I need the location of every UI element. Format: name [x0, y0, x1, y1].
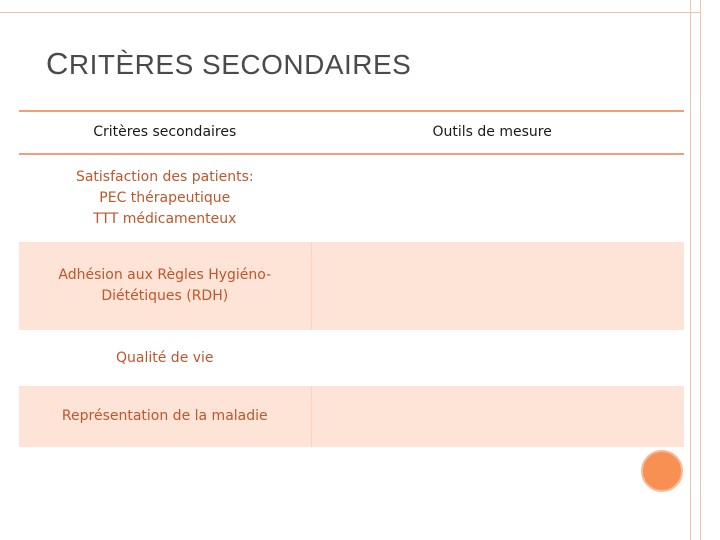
decorative-circle: [641, 450, 683, 492]
criterion-line: Représentation de la maladie: [61, 408, 268, 424]
frame-border-line: [690, 0, 691, 540]
criterion-line: Satisfaction des patients:: [75, 169, 254, 185]
title-rest: RITÈRES SECONDAIRES: [68, 49, 412, 80]
criterion-line: Adhésion aux Règles Hygiéno-: [58, 267, 272, 283]
criterion-line: PEC thérapeutique: [99, 190, 231, 206]
criterion-line: Qualité de vie: [116, 349, 214, 366]
tool-cell: [311, 242, 684, 330]
table-row: [19, 330, 684, 386]
table-header-row: [19, 112, 684, 155]
tool-cell: [311, 330, 684, 386]
header-criteria: Critères secondaires: [93, 124, 237, 140]
header-tools: Outils de mesure: [432, 124, 552, 140]
slide-title: [46, 46, 411, 82]
criterion-cell: [19, 155, 311, 242]
table-row: [19, 155, 684, 242]
criterion-cell: [19, 242, 311, 330]
frame-top-line: [0, 0, 700, 13]
criterion-line: TTT médicamenteux: [93, 211, 237, 227]
criterion-cell: [19, 330, 311, 386]
tool-cell: [311, 155, 684, 242]
table-row: [19, 242, 684, 330]
criterion-cell: [19, 386, 311, 447]
table-row: [19, 386, 684, 447]
criteria-table: [19, 110, 684, 447]
tool-cell: [311, 386, 684, 447]
criterion-line: Diététiques (RDH): [101, 288, 229, 304]
title-first-letter: C: [46, 46, 69, 81]
